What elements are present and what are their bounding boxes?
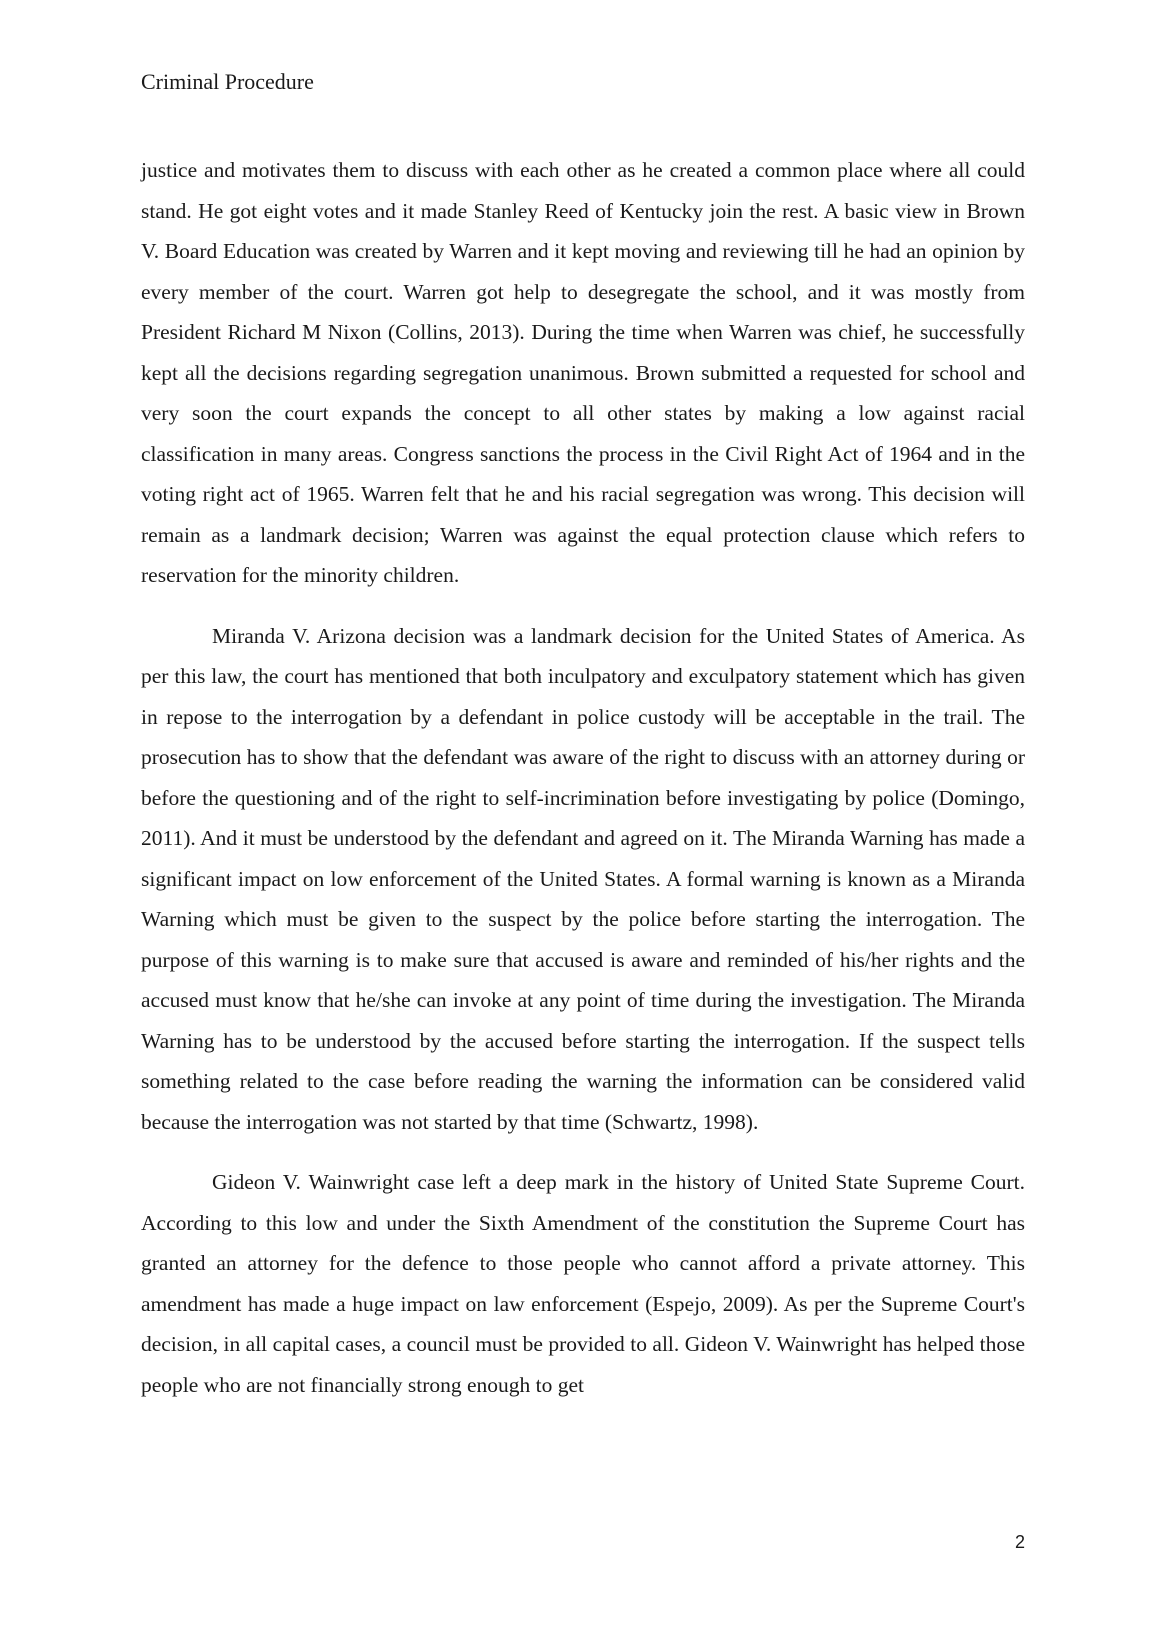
body-text (141, 150, 1025, 1425)
paragraph-brown-v-board: justice and motivates them to discuss with each other as he created a common place where all could stand. He got eight votes and it made Stanley Reed of Kentucky join the rest. A basic view in Brown V. Board Education was created by Warren and it kept moving and reviewing till he had an opinion by every member of the court. Warren got help to desegregate the school, and it was mostly from President Richard M Nixon (Collins, 2013). During the time when Warren was chief, he successfully kept all the decisions regarding segregation unanimous. Brown submitted a requested for school and very soon the court expands the concept to all other states by making a low against racial classification in many areas. Congress sanctions the process in the Civil Right Act of 1964 and in the voting right act of 1965. Warren felt that he and his racial segregation was wrong. This decision will remain as a landmark decision; Warren was against the equal protection clause which refers to reservation for the minority children. (141, 158, 1025, 587)
paragraph-gideon-v-wainwright: Gideon V. Wainwright case left a deep mark in the history of United State Supreme Court. According to this low and under the Sixth Amendment of the constitution the Supreme Court has granted an attorney for the defence to those people who cannot afford a private attorney. This amendment has made a huge impact on law enforcement (Espejo, 2009). As per the Supreme Court's decision, in all capital cases, a council must be provided to all. Gideon V. Wainwright has helped those people who are not financially strong enough to get (141, 1170, 1025, 1397)
paragraph-miranda-v-arizona: Miranda V. Arizona decision was a landmark decision for the United States of America. As per this law, the court has mentioned that both inculpatory and exculpatory statement which has given in repose to the interrogation by a defendant in police custody will be acceptable in the trail. The prosecution has to show that the defendant was aware of the right to discuss with an attorney during or before the questioning and of the right to self-incrimination before investigating by police (Domingo, 2011). And it must be understood by the defendant and agreed on it. The Miranda Warning has made a significant impact on low enforcement of the United States. A formal warning is known as a Miranda Warning which must be given to the suspect by the police before starting the interrogation. The purpose of this warning is to make sure that accused is aware and reminded of his/her rights and the accused must know that he/she can invoke at any point of time during the investigation. The Miranda Warning has to be understood by the accused before starting the interrogation. If the suspect tells something related to the case before reading the warning the information can be considered valid because the interrogation was not started by that time (Schwartz, 1998). (141, 623, 1025, 1134)
page-number: 2 (1014, 1532, 1025, 1552)
running-header: Criminal Procedure (141, 69, 314, 94)
